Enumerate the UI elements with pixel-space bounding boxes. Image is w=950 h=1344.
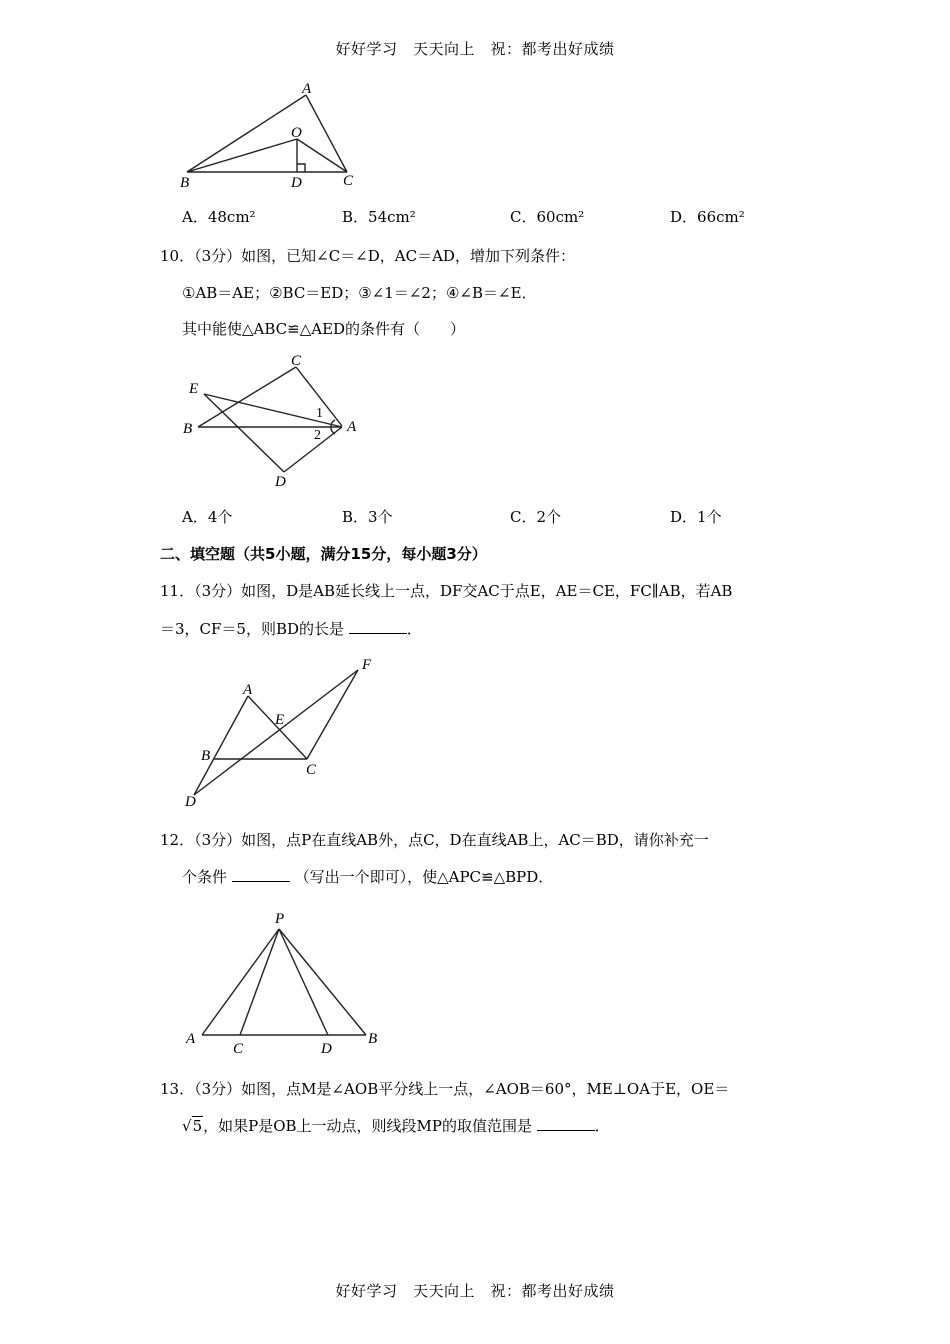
q9-option-b[interactable]: B．54cm² (342, 208, 416, 226)
q13-sqrt: √5 (182, 1117, 203, 1135)
q12-label-a: A (186, 1031, 196, 1047)
q10-question: 其中能使△ABC≌△AED的条件有（ ） (182, 320, 466, 338)
q10-label-d: D (275, 474, 286, 490)
q10-label-c: C (291, 353, 302, 369)
q10-label-2: 2 (314, 428, 321, 443)
q10-label-1: 1 (316, 406, 323, 421)
q12-answer-blank[interactable] (232, 869, 290, 882)
q11-label-b: B (201, 748, 211, 764)
q9-label-b: B (180, 175, 190, 191)
q11-seg-cf (307, 670, 358, 759)
q10-label-b: B (183, 421, 193, 437)
page-header: 好好学习 天天向上 祝：都考出好成绩 (335, 40, 615, 58)
q9-seg-ac (306, 95, 347, 172)
q9-label-o: O (291, 125, 302, 141)
q9-option-d[interactable]: D．66cm² (670, 208, 745, 226)
q10-seg-da (284, 427, 342, 472)
q11-line2 (160, 618, 422, 639)
q13-line2 (182, 1115, 610, 1136)
q10-stem: 10．（3分）如图，已知∠C＝∠D，AC＝AD，增加下列条件： (160, 247, 575, 265)
q12-figure (180, 905, 390, 1060)
q13-line2-end: ． (594, 1117, 610, 1135)
q12-label-b: B (368, 1031, 378, 1047)
q11-seg-ad (194, 696, 248, 795)
q10-option-d[interactable]: D．1个 (670, 508, 722, 526)
q13-sqrt-value: 5 (192, 1117, 203, 1135)
q10-option-b[interactable]: B．3个 (342, 508, 393, 526)
q10-label-a: A (347, 419, 357, 435)
q9-option-a[interactable]: A．48cm² (182, 208, 256, 226)
q10-conditions: ①AB＝AE；②BC＝ED；③∠1＝∠2；④∠B＝∠E． (182, 284, 537, 302)
q12-line2-text-b: （写出一个即可），使△APC≌△BPD． (294, 868, 554, 886)
q11-figure (180, 652, 390, 812)
q10-option-c[interactable]: C．2个 (510, 508, 562, 526)
q12-seg-pa (202, 929, 279, 1035)
q12-line2 (182, 866, 553, 887)
q12-label-p: P (275, 911, 285, 927)
q10-option-a[interactable]: A．4个 (182, 508, 233, 526)
q9-right-angle-mark (297, 164, 305, 172)
q10-label-e: E (189, 381, 199, 397)
q11-label-d: D (185, 794, 196, 810)
q10-seg-ed (204, 394, 284, 472)
q12-line2-text-a: 个条件 (182, 868, 228, 886)
q12-line1: 12．（3分）如图，点P在直线AB外，点C，D在直线AB上，AC＝BD，请你补充一 (160, 831, 709, 849)
q9-label-d: D (291, 175, 302, 191)
q12-label-c: C (233, 1041, 244, 1057)
q12-label-d: D (321, 1041, 332, 1057)
q13-line1: 13．（3分）如图，点M是∠AOB平分线上一点，∠AOB＝60°，ME⊥OA于E，OE＝ (160, 1080, 730, 1098)
q12-seg-pb (279, 929, 366, 1035)
q11-label-c: C (306, 762, 317, 778)
q11-answer-blank[interactable] (349, 621, 407, 634)
q9-label-a: A (302, 81, 312, 97)
q10-seg-cb (198, 367, 296, 427)
q11-label-a: A (243, 682, 253, 698)
q11-label-e: E (275, 712, 285, 728)
q9-figure (170, 75, 370, 195)
q11-label-f: F (362, 657, 372, 673)
q11-line2-text: ＝3，CF＝5，则BD的长是 (160, 620, 345, 638)
q9-seg-ba (187, 95, 306, 172)
q9-label-c: C (343, 173, 354, 189)
q10-figure (180, 350, 380, 495)
q13-answer-blank[interactable] (537, 1118, 595, 1131)
section-title: 二、填空题（共5小题，满分15分，每小题3分） (160, 545, 487, 563)
page-footer: 好好学习 天天向上 祝：都考出好成绩 (335, 1282, 615, 1300)
q9-option-c[interactable]: C．60cm² (510, 208, 585, 226)
q11-seg-df (194, 670, 358, 795)
q11-line2-end: ． (406, 620, 422, 638)
q12-seg-pc (240, 929, 279, 1035)
q13-line2-text: ，如果P是OB上一动点，则线段MP的取值范围是 (203, 1117, 532, 1135)
q11-line1: 11．（3分）如图，D是AB延长线上一点，DF交AC于点E，AE＝CE，FC∥AB，若AB (160, 582, 733, 600)
q12-seg-pd (279, 929, 328, 1035)
q9-seg-bo (187, 139, 297, 172)
